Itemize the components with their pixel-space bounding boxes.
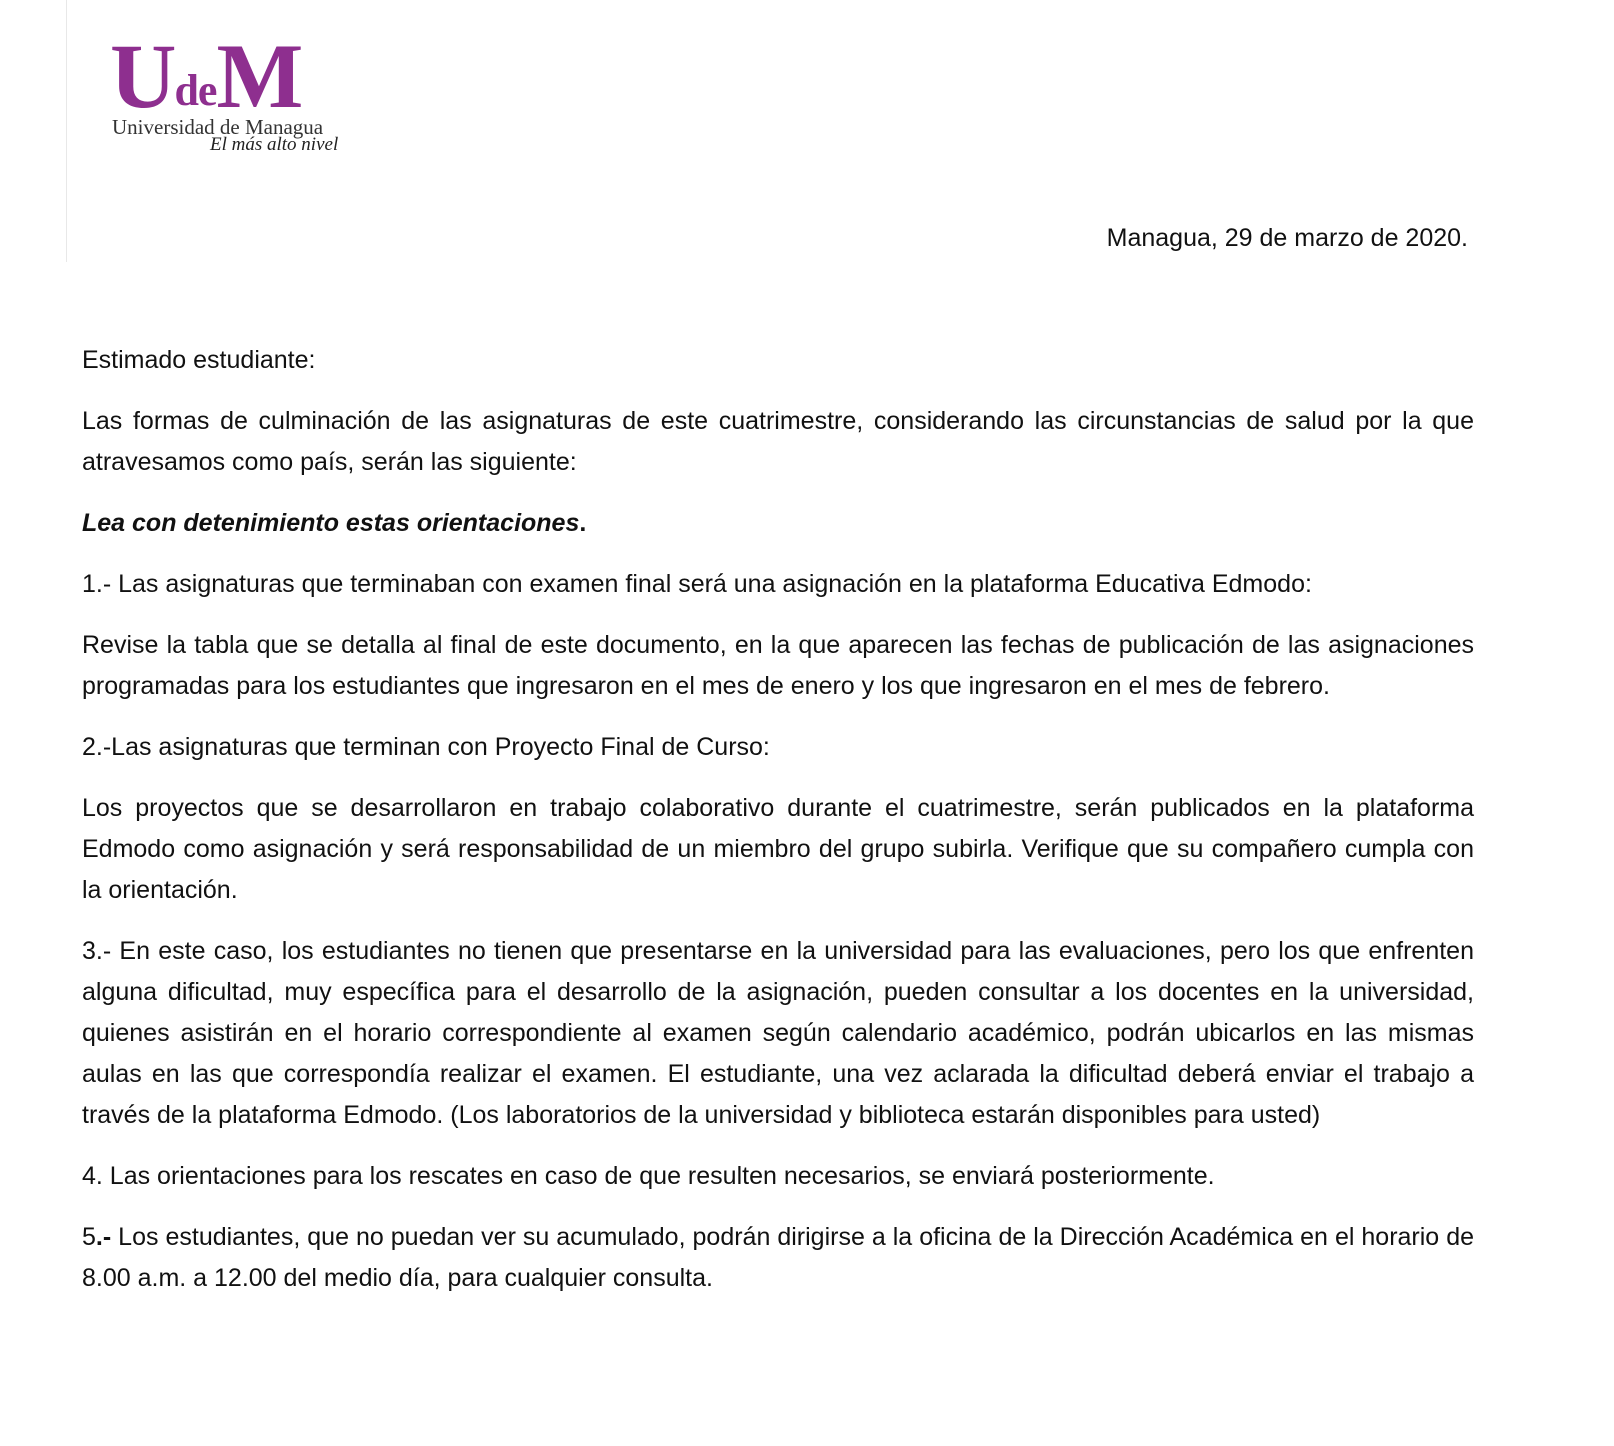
logo-letter-m: M (216, 25, 302, 127)
item-3-paragraph: 3.- En este caso, los estudiantes no tienen que presentarse en la universidad para las evaluaciones, pero los que enfrenten alguna dificultad, muy específica para el desarrollo de la asignación, pueden consultar a los docentes en la universidad, quienes asistirán en el horario correspondiente al examen según calendario académico, podrán ubicarlos en las mismas aulas en las que correspondía realizar el examen. El estudiante, una vez aclarada la dificultad deberá enviar el trabajo a través de la plataforma Edmodo. (Los laboratorios de la universidad y biblioteca estarán disponibles para usted) (82, 937, 1474, 1129)
notice-period: . (579, 509, 587, 537)
logo-letters-de: de (174, 66, 217, 115)
letter-notice (82, 503, 1474, 544)
logo-letter-u: U (110, 25, 175, 127)
university-logo (110, 25, 360, 160)
letter-date: Managua, 29 de marzo de 2020. (1106, 224, 1468, 252)
item-1-heading: 1.- Las asignaturas que terminaban con examen final será una asignación en la plataforma Educativa Edmodo: (82, 570, 1312, 598)
item-5-number: 5 (82, 1223, 96, 1251)
logo-mark (110, 25, 302, 127)
item-5-marker: .- (95, 1223, 112, 1251)
letter-intro: Las formas de culminación de las asignaturas de este cuatrimestre, considerando las circunstancias de salud por la que atravesamos como país, serán las siguiente: (82, 407, 1474, 476)
item-2-body: Los proyectos que se desarrollaron en trabajo colaborativo durante el cuatrimestre, serán publicados en la plataforma Edmodo como asignación y será responsabilidad de un miembro del grupo subirla. Verifique que su compañero cumpla con la orientación. (82, 794, 1474, 904)
logo-university-name: Universidad de Managua (112, 115, 324, 139)
item-1-body: Revise la tabla que se detalla al final de este documento, en la que aparecen las fechas de publicación de las asignaciones programadas para los estudiantes que ingresaron en el mes de enero y los que ingresaron en el mes de febrero. (82, 631, 1474, 700)
notice-emphasis: Lea con detenimiento estas orientaciones (82, 509, 580, 537)
letter-body (82, 340, 1474, 1319)
item-2-heading: 2.-Las asignaturas que terminan con Proyecto Final de Curso: (82, 733, 770, 761)
logo-tagline: El más alto nivel (210, 134, 339, 155)
item-5-text: Los estudiantes, que no puedan ver su acumulado, podrán dirigirse a la oficina de la Dirección Académica en el horario de 8.00 a.m. a 12.00 del medio día, para cualquier consulta. (82, 1223, 1474, 1292)
header-frame-line (0, 0, 67, 262)
item-4-paragraph: 4. Las orientaciones para los rescates en caso de que resulten necesarios, se enviará posteriormente. (82, 1162, 1215, 1190)
letter-greeting: Estimado estudiante: (82, 346, 316, 374)
item-5-paragraph (82, 1217, 1474, 1299)
